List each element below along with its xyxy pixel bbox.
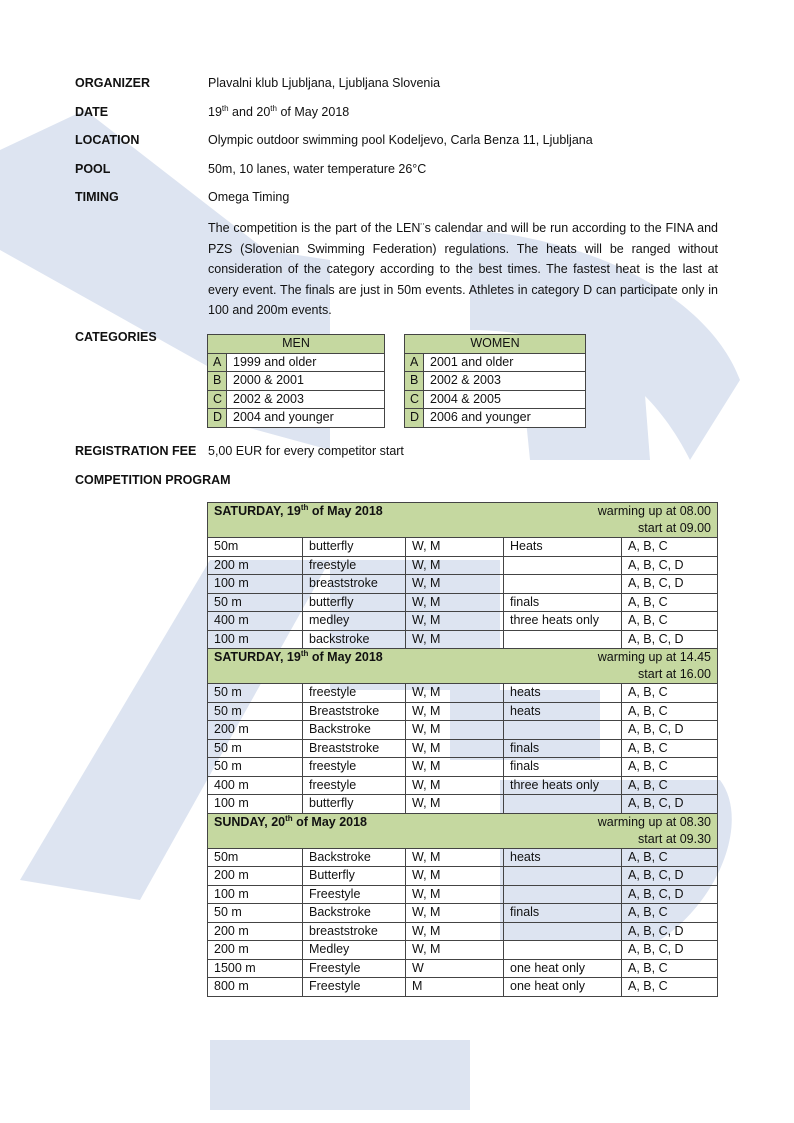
event-note [504,630,622,649]
event-note: three heats only [504,776,622,795]
event-gender: W, M [406,795,504,814]
event-distance: 400 m [208,612,303,631]
men-categories-table [207,334,385,428]
event-row [208,904,718,923]
event-gender: W, M [406,776,504,795]
event-row [208,885,718,904]
men-category-letter: C [208,390,227,409]
event-categories: A, B, C, D [622,941,718,960]
competition-program-table [207,502,718,997]
men-category-years: 1999 and older [227,353,385,372]
women-category-row [405,390,586,409]
event-gender: W [406,959,504,978]
event-row [208,739,718,758]
event-distance: 200 m [208,922,303,941]
event-distance: 50 m [208,904,303,923]
event-row [208,630,718,649]
event-note: one heat only [504,959,622,978]
date-suffix2: th [270,103,277,113]
women-category-row [405,372,586,391]
event-categories: A, B, C [622,848,718,867]
event-categories: A, B, C, D [622,795,718,814]
event-categories: A, B, C, D [622,922,718,941]
event-note: heats [504,702,622,721]
event-note: heats [504,848,622,867]
session-warmup: warming up at 08.30 [597,814,711,829]
event-row [208,593,718,612]
event-note: finals [504,739,622,758]
event-stroke: medley [303,612,406,631]
date-value [208,105,349,119]
event-note: finals [504,593,622,612]
program-label: COMPETITION PROGRAM [75,473,231,487]
men-category-row [208,353,385,372]
event-stroke: Backstroke [303,904,406,923]
event-categories: A, B, C [622,978,718,997]
event-note: three heats only [504,612,622,631]
event-stroke: Freestyle [303,978,406,997]
event-categories: A, B, C [622,758,718,777]
event-note: finals [504,904,622,923]
event-stroke: Medley [303,941,406,960]
event-distance: 100 m [208,630,303,649]
men-category-years: 2000 & 2001 [227,372,385,391]
women-category-years: 2006 and younger [424,409,586,428]
event-stroke: freestyle [303,556,406,575]
event-stroke: freestyle [303,776,406,795]
session-header [208,503,718,538]
session-times [598,649,711,683]
session-header-inner [208,503,717,537]
event-distance: 50m [208,538,303,557]
event-row [208,795,718,814]
men-category-years: 2002 & 2003 [227,390,385,409]
pool-row [75,162,426,182]
location-label: LOCATION [75,133,140,147]
event-note [504,575,622,594]
women-title: WOMEN [405,335,586,354]
date-row [75,105,349,125]
event-gender: W, M [406,538,504,557]
session-header-row [208,813,718,848]
event-gender: W, M [406,904,504,923]
event-gender: W, M [406,922,504,941]
men-category-letter: A [208,353,227,372]
men-category-letter: D [208,409,227,428]
timing-label: TIMING [75,190,119,204]
session-title-day: SUNDAY, 20 [214,814,286,829]
event-gender: W, M [406,867,504,886]
men-category-row [208,390,385,409]
women-category-letter: B [405,372,424,391]
event-gender: M [406,978,504,997]
event-distance: 800 m [208,978,303,997]
event-row [208,556,718,575]
event-note [504,885,622,904]
organizer-label: ORGANIZER [75,76,150,90]
date-day2: and 20 [228,105,271,119]
event-stroke: breaststroke [303,922,406,941]
event-row [208,978,718,997]
session-title [214,814,367,848]
event-distance: 50 m [208,758,303,777]
session-times [598,814,711,848]
event-distance: 50 m [208,702,303,721]
event-stroke: freestyle [303,758,406,777]
date-day1: 19 [208,105,222,119]
event-stroke: Backstroke [303,848,406,867]
event-distance: 200 m [208,721,303,740]
event-categories: A, B, C, D [622,556,718,575]
event-categories: A, B, C, D [622,575,718,594]
event-note [504,867,622,886]
event-gender: W, M [406,721,504,740]
event-row [208,758,718,777]
event-gender: W, M [406,630,504,649]
event-categories: A, B, C, D [622,885,718,904]
event-categories: A, B, C [622,684,718,703]
session-header [208,649,718,684]
event-note [504,795,622,814]
women-category-letter: A [405,353,424,372]
event-distance: 1500 m [208,959,303,978]
event-row [208,941,718,960]
event-stroke: butterfly [303,795,406,814]
women-category-letter: D [405,409,424,428]
session-start: start at 16.00 [638,667,711,681]
event-stroke: Freestyle [303,959,406,978]
event-row [208,702,718,721]
event-note [504,556,622,575]
event-row [208,721,718,740]
women-category-letter: C [405,390,424,409]
event-stroke: freestyle [303,684,406,703]
event-distance: 50 m [208,739,303,758]
event-gender: W, M [406,612,504,631]
timing-value: Omega Timing [208,190,290,204]
men-title: MEN [208,335,385,354]
event-gender: W, M [406,684,504,703]
date-label: DATE [75,105,109,119]
event-categories: A, B, C, D [622,721,718,740]
event-stroke: breaststroke [303,575,406,594]
session-times [598,503,711,537]
registration-row [75,444,404,464]
women-category-years: 2004 & 2005 [424,390,586,409]
categories-label: CATEGORIES [75,330,157,344]
event-row [208,776,718,795]
event-stroke: Freestyle [303,885,406,904]
event-note: Heats [504,538,622,557]
event-row [208,867,718,886]
event-stroke: Butterfly [303,867,406,886]
event-row [208,922,718,941]
event-note [504,941,622,960]
event-categories: A, B, C, D [622,867,718,886]
event-distance: 50 m [208,593,303,612]
event-note: heats [504,684,622,703]
session-title-suffix: th [300,502,309,512]
event-stroke: butterfly [303,538,406,557]
program-row [75,473,231,493]
event-categories: A, B, C, D [622,630,718,649]
event-categories: A, B, C [622,739,718,758]
session-header-row [208,649,718,684]
women-categories-table [404,334,586,428]
event-categories: A, B, C [622,959,718,978]
event-row [208,575,718,594]
men-category-letter: B [208,372,227,391]
pool-value: 50m, 10 lanes, water temperature 26°C [208,162,427,176]
event-row [208,848,718,867]
event-categories: A, B, C [622,612,718,631]
event-stroke: backstroke [303,630,406,649]
organizer-value: Plavalni klub Ljubljana, Ljubljana Slovenia [208,76,441,90]
session-title-day: SATURDAY, 19 [214,504,301,518]
men-category-years: 2004 and younger [227,409,385,428]
session-start: start at 09.30 [638,831,711,846]
session-start: start at 09.00 [638,521,711,535]
competition-description: The competition is the part of the LEN¨s calendar and will be run according to the FINA and PZS (Slovenian Swimming Federation) regulations. The heats will be ranged without consideration of the category according to the best times. The fastest heat is the last at every event. The finals are just in 50m events. Athletes in category D can participate only in 100 and 200m events. [208,221,718,318]
session-warmup: warming up at 14.45 [597,650,711,664]
event-gender: W, M [406,593,504,612]
registration-label: REGISTRATION FEE [75,444,197,458]
session-title [214,649,383,683]
event-stroke: Breaststroke [303,702,406,721]
event-distance: 200 m [208,941,303,960]
location-row [75,133,593,153]
session-title-day: SATURDAY, 19 [214,650,301,664]
event-row [208,959,718,978]
event-distance: 50 m [208,684,303,703]
event-note: one heat only [504,978,622,997]
session-header [208,813,718,848]
event-gender: W, M [406,556,504,575]
event-note [504,721,622,740]
women-category-years: 2002 & 2003 [424,372,586,391]
date-suffix1: th [221,103,229,113]
women-category-row [405,409,586,428]
registration-value: 5,00 EUR for every competitor start [208,444,404,458]
timing-row [75,190,289,210]
event-categories: A, B, C [622,593,718,612]
session-title-month: of May 2018 [308,504,383,518]
event-categories: A, B, C [622,538,718,557]
event-gender: W, M [406,885,504,904]
session-title-month: of May 2018 [292,814,368,829]
event-row [208,612,718,631]
session-title [214,503,383,537]
event-note [504,922,622,941]
event-distance: 200 m [208,556,303,575]
organizer-row [75,76,440,96]
women-category-years: 2001 and older [424,353,586,372]
event-stroke: butterfly [303,593,406,612]
men-category-row [208,409,385,428]
event-gender: W, M [406,848,504,867]
event-distance: 200 m [208,867,303,886]
pool-label: POOL [75,162,111,176]
event-distance: 100 m [208,575,303,594]
event-stroke: Breaststroke [303,739,406,758]
men-header-row [208,335,385,354]
event-categories: A, B, C [622,776,718,795]
event-distance: 100 m [208,795,303,814]
location-value: Olympic outdoor swimming pool Kodeljevo, Carla Benza 11, Ljubljana [208,133,593,147]
event-distance: 100 m [208,885,303,904]
event-stroke: Backstroke [303,721,406,740]
categories-row [75,330,208,350]
session-title-suffix: th [285,813,293,823]
session-header-row [208,503,718,538]
session-title-month: of May 2018 [308,650,383,664]
event-gender: W, M [406,941,504,960]
event-distance: 400 m [208,776,303,795]
event-gender: W, M [406,575,504,594]
date-month: of May 2018 [276,105,350,119]
event-row [208,684,718,703]
session-header-inner [208,814,717,848]
session-header-inner [208,649,717,683]
session-warmup: warming up at 08.00 [597,504,711,518]
event-gender: W, M [406,758,504,777]
session-title-suffix: th [300,648,309,658]
men-category-row [208,372,385,391]
event-row [208,538,718,557]
event-distance: 50m [208,848,303,867]
women-category-row [405,353,586,372]
event-categories: A, B, C [622,904,718,923]
event-gender: W, M [406,702,504,721]
event-gender: W, M [406,739,504,758]
women-header-row [405,335,586,354]
event-note: finals [504,758,622,777]
event-categories: A, B, C [622,702,718,721]
